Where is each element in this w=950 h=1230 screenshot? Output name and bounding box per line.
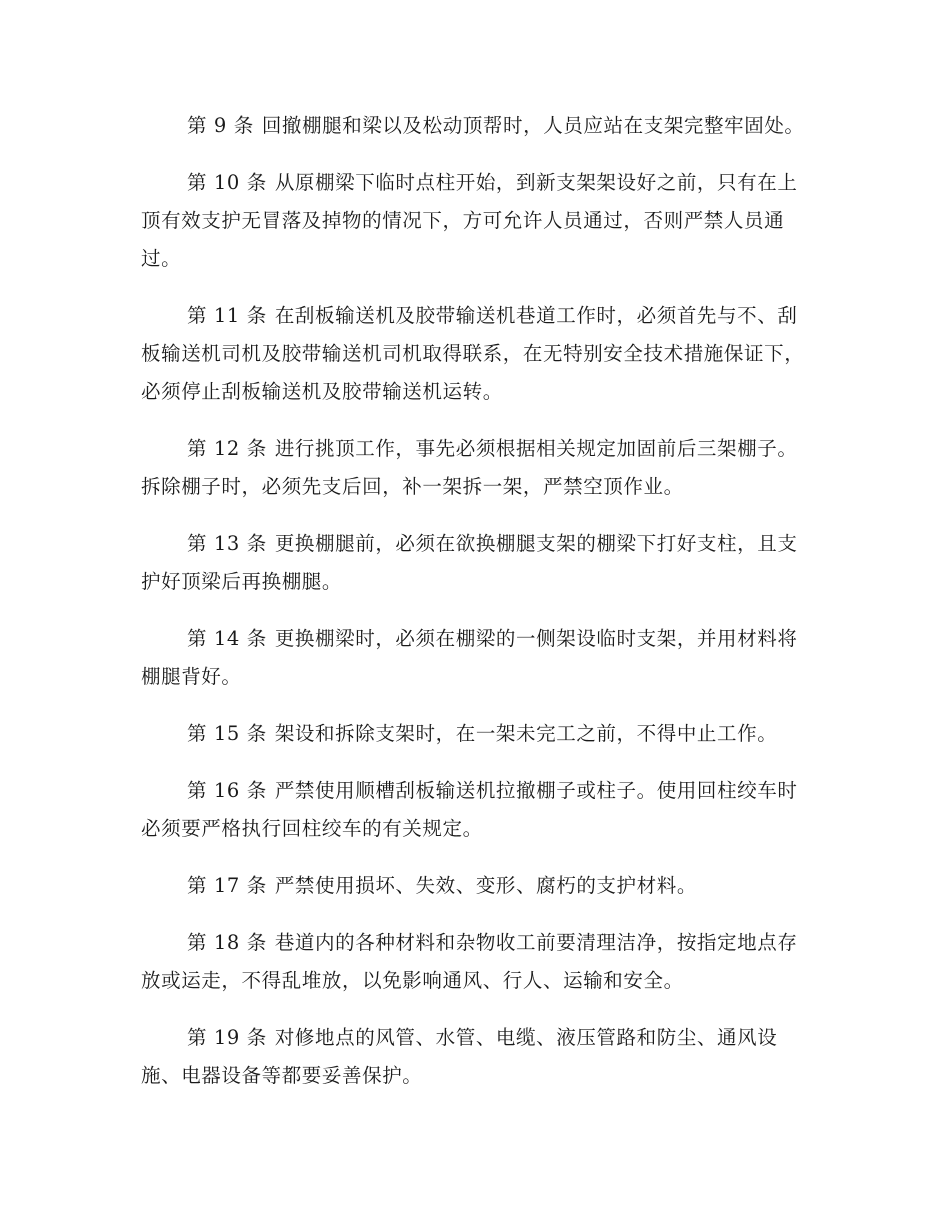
article-text: 巷道内的各种材料和杂物收工前要清理洁净，按指定地点存放或运走，不得乱堆放，以免影响通风、行人、运输和安全。 xyxy=(141,931,798,992)
article-text: 架设和拆除支架时，在一架未完工之前，不得中止工作。 xyxy=(274,722,778,745)
article-number: 第 16 条 xyxy=(187,779,267,802)
article-number: 第 18 条 xyxy=(187,931,267,954)
article-text: 回撤棚腿和梁以及松动顶帮时，人员应站在支架完整牢固处。 xyxy=(261,114,805,137)
article-text: 严禁使用损坏、失效、变形、腐朽的支护材料。 xyxy=(274,874,697,897)
article-15 xyxy=(141,715,811,753)
article-text: 从原棚梁下临时点柱开始，到新支架架设好之前，只有在上顶有效支护无冒落及掉物的情况下，方可允许人员通过，否则严禁人员通过。 xyxy=(141,171,798,270)
document-page xyxy=(141,107,811,1114)
article-16 xyxy=(141,772,811,848)
article-number: 第 10 条 xyxy=(187,171,267,194)
article-number: 第 19 条 xyxy=(187,1026,267,1049)
article-text: 在刮板输送机及胶带输送机巷道工作时，必须首先与不、刮板输送机司机及胶带输送机司机取得联系，在无特别安全技术措施保证下，必须停止刮板输送机及胶带输送机运转。 xyxy=(141,304,805,403)
article-number: 第 11 条 xyxy=(187,304,267,327)
article-number: 第 9 条 xyxy=(187,114,254,137)
article-10 xyxy=(141,164,811,278)
article-text: 进行挑顶工作，事先必须根据相关规定加固前后三架棚子。拆除棚子时，必须先支后回，补一架拆一架，严禁空顶作业。 xyxy=(141,437,798,498)
article-text: 更换棚梁时，必须在棚梁的一侧架设临时支架，并用材料将棚腿背好。 xyxy=(141,627,798,688)
article-18 xyxy=(141,924,811,1000)
article-number: 第 15 条 xyxy=(187,722,267,745)
article-number: 第 17 条 xyxy=(187,874,267,897)
article-number: 第 13 条 xyxy=(187,532,267,555)
article-19 xyxy=(141,1019,811,1095)
article-text: 严禁使用顺槽刮板输送机拉撤棚子或柱子。使用回柱绞车时必须要严格执行回柱绞车的有关规定。 xyxy=(141,779,798,840)
article-text: 更换棚腿前，必须在欲换棚腿支架的棚梁下打好支柱，且支护好顶梁后再换棚腿。 xyxy=(141,532,798,593)
article-text: 对修地点的风管、水管、电缆、液压管路和防尘、通风设施、电器设备等都要妥善保护。 xyxy=(141,1026,778,1087)
article-number: 第 12 条 xyxy=(187,437,267,460)
article-17 xyxy=(141,867,811,905)
article-14 xyxy=(141,620,811,696)
article-12 xyxy=(141,430,811,506)
article-13 xyxy=(141,525,811,601)
article-11 xyxy=(141,297,811,411)
article-number: 第 14 条 xyxy=(187,627,267,650)
article-9 xyxy=(141,107,811,145)
